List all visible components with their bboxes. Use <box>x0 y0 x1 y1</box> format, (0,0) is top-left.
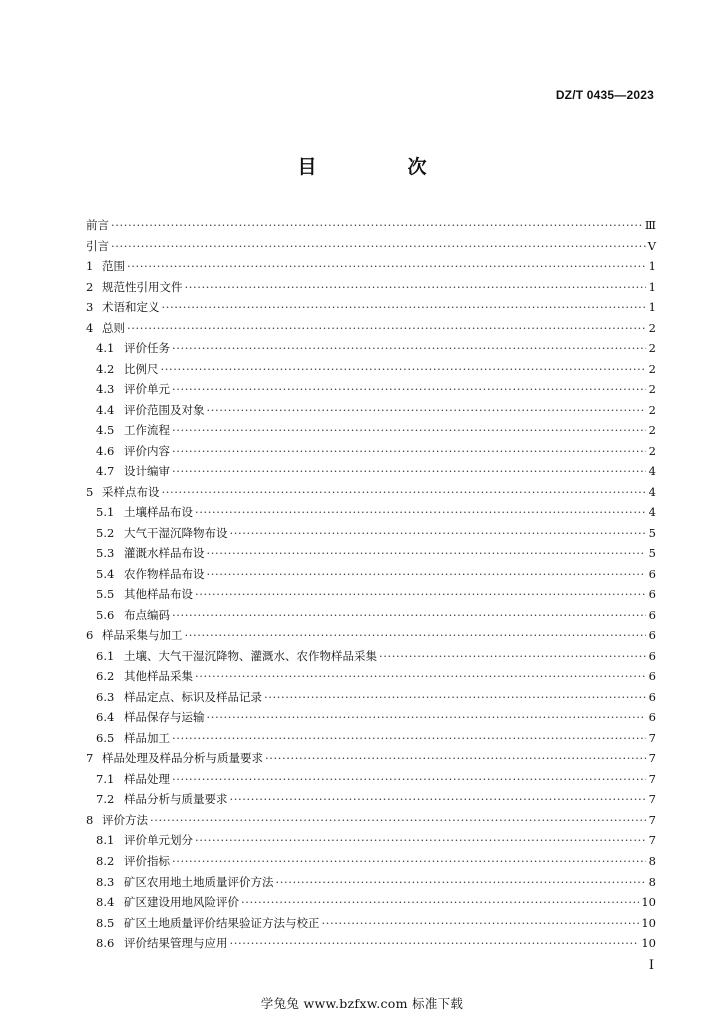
toc-entry-page: 6 <box>648 710 656 725</box>
toc-entry-page: 6 <box>648 689 656 704</box>
toc-entry-number: 4.7 <box>96 464 115 479</box>
document-code: DZ/T 0435—2023 <box>555 88 654 102</box>
toc-leader-dots <box>150 810 646 831</box>
toc-leader-dots <box>185 277 647 298</box>
toc-entry-page: Ⅴ <box>647 238 656 253</box>
toc-entry-number: 8.3 <box>96 874 115 889</box>
toc-entry-number: 7 <box>86 751 94 766</box>
toc-entry-label: 布点编码 <box>124 607 170 622</box>
toc-entry-number: 6.3 <box>96 689 115 704</box>
toc-leader-dots <box>172 461 646 482</box>
toc-entry[interactable] <box>86 236 656 257</box>
toc-entry-page: 4 <box>648 464 656 479</box>
toc-entry[interactable] <box>86 379 656 400</box>
toc-entry-label: 评价单元 <box>124 382 170 397</box>
toc-entry[interactable] <box>86 810 656 831</box>
toc-entry-number: 4.1 <box>96 341 115 356</box>
toc-entry[interactable] <box>86 687 656 708</box>
toc-entry[interactable] <box>86 666 656 687</box>
toc-entry-page: 6 <box>648 669 656 684</box>
toc-entry-label: 评价任务 <box>124 341 170 356</box>
toc-leader-dots <box>230 523 647 544</box>
toc-leader-dots <box>172 728 646 749</box>
toc-entry-number: 6.4 <box>96 710 115 725</box>
toc-leader-dots <box>172 379 646 400</box>
toc-entry-number: 6 <box>86 628 94 643</box>
toc-leader-dots <box>230 933 640 954</box>
toc-entry[interactable] <box>86 277 656 298</box>
toc-entry[interactable] <box>86 543 656 564</box>
toc-entry-label: 土壤样品布设 <box>124 505 193 520</box>
toc-entry[interactable] <box>86 707 656 728</box>
toc-entry-page: 7 <box>648 771 656 786</box>
toc-entry-page: 1 <box>648 279 656 294</box>
table-of-contents <box>86 215 656 954</box>
toc-entry[interactable] <box>86 297 656 318</box>
toc-leader-dots <box>172 851 646 872</box>
toc-entry-label: 评价结果管理与应用 <box>124 936 228 951</box>
toc-entry-label: 样品加工 <box>124 730 170 745</box>
toc-entry-number: 7.1 <box>96 771 115 786</box>
toc-leader-dots <box>185 625 647 646</box>
toc-entry-number: 5.2 <box>96 525 115 540</box>
toc-entry-number: 8.1 <box>96 833 115 848</box>
toc-leader-dots <box>162 482 647 503</box>
toc-entry-page: 7 <box>648 792 656 807</box>
toc-entry-page: 2 <box>648 341 656 356</box>
toc-entry[interactable] <box>86 461 656 482</box>
toc-entry[interactable] <box>86 625 656 646</box>
toc-entry-number: 5.6 <box>96 607 115 622</box>
toc-entry-label: 设计编审 <box>124 464 170 479</box>
toc-leader-dots <box>161 359 647 380</box>
toc-entry-label: 采样点布设 <box>102 484 160 499</box>
toc-entry-page: 2 <box>648 320 656 335</box>
toc-entry-page: 2 <box>648 361 656 376</box>
toc-leader-dots <box>241 892 639 913</box>
toc-entry-number: 4.6 <box>96 443 115 458</box>
toc-leader-dots <box>195 502 646 523</box>
toc-leader-dots <box>172 338 646 359</box>
toc-leader-dots <box>195 666 646 687</box>
toc-entry-page: 7 <box>648 812 656 827</box>
toc-entry[interactable] <box>86 256 656 277</box>
toc-entry[interactable] <box>86 359 656 380</box>
toc-leader-dots <box>195 584 646 605</box>
toc-entry-label: 比例尺 <box>124 361 159 376</box>
toc-entry[interactable] <box>86 748 656 769</box>
toc-leader-dots <box>172 420 646 441</box>
toc-entry[interactable] <box>86 728 656 749</box>
toc-entry-page: 5 <box>648 525 656 540</box>
toc-entry-label: 其他样品采集 <box>124 669 193 684</box>
toc-entry-page: 4 <box>648 484 656 499</box>
toc-entry[interactable] <box>86 872 656 893</box>
toc-entry-label: 土壤、大气干湿沉降物、灌溉水、农作物样品采集 <box>124 648 377 663</box>
toc-entry-number: 8.6 <box>96 936 115 951</box>
toc-entry-page: 4 <box>648 505 656 520</box>
toc-entry-page: Ⅲ <box>644 218 656 232</box>
toc-entry[interactable] <box>86 789 656 810</box>
toc-entry-page: 10 <box>641 936 656 951</box>
toc-leader-dots <box>195 830 646 851</box>
toc-entry-number: 5.4 <box>96 566 115 581</box>
toc-leader-dots <box>265 748 646 769</box>
toc-entry-label: 评价指标 <box>124 853 170 868</box>
toc-entry-number: 5.5 <box>96 587 115 602</box>
toc-leader-dots <box>207 400 647 421</box>
toc-entry-number: 6.1 <box>96 648 115 663</box>
toc-entry-label: 规范性引用文件 <box>102 279 183 294</box>
toc-leader-dots <box>207 707 647 728</box>
toc-leader-dots <box>162 297 647 318</box>
toc-entry-page: 7 <box>648 751 656 766</box>
toc-leader-dots <box>276 872 647 893</box>
toc-entry-label: 样品定点、标识及样品记录 <box>124 689 262 704</box>
toc-entry-label: 工作流程 <box>124 423 170 438</box>
toc-entry-number: 8.5 <box>96 915 115 930</box>
toc-entry[interactable] <box>86 933 656 954</box>
toc-entry-number: 6.2 <box>96 669 115 684</box>
toc-entry-label: 评价范围及对象 <box>124 402 205 417</box>
toc-entry-page: 6 <box>648 607 656 622</box>
toc-entry-label: 其他样品布设 <box>124 587 193 602</box>
toc-entry[interactable] <box>86 564 656 585</box>
toc-entry[interactable] <box>86 892 656 913</box>
toc-entry-label: 范围 <box>102 259 125 274</box>
toc-entry[interactable] <box>86 584 656 605</box>
toc-entry-label: 评价内容 <box>124 443 170 458</box>
toc-entry[interactable] <box>86 482 656 503</box>
toc-entry-label: 矿区建设用地风险评价 <box>124 895 239 910</box>
toc-entry-page: 8 <box>648 874 656 889</box>
toc-leader-dots <box>111 236 646 257</box>
toc-entry[interactable] <box>86 400 656 421</box>
toc-leader-dots <box>207 543 647 564</box>
toc-entry-label: 矿区土地质量评价结果验证方法与校正 <box>124 915 320 930</box>
toc-leader-dots <box>127 256 646 277</box>
toc-leader-dots <box>379 646 646 667</box>
toc-entry-number: 5 <box>86 484 94 499</box>
toc-entry-page: 6 <box>648 587 656 602</box>
toc-entry[interactable] <box>86 318 656 339</box>
toc-entry[interactable] <box>86 338 656 359</box>
page-title: 目 次 <box>297 156 463 178</box>
toc-entry-number: 4.5 <box>96 423 115 438</box>
toc-entry-number: 5.3 <box>96 546 115 561</box>
toc-entry[interactable] <box>86 769 656 790</box>
toc-entry[interactable] <box>86 420 656 441</box>
toc-entry-number: 3 <box>86 300 94 315</box>
toc-entry-number: 4.4 <box>96 402 115 417</box>
toc-entry-page: 6 <box>648 648 656 663</box>
toc-entry-number: 5.1 <box>96 505 115 520</box>
toc-entry[interactable] <box>86 215 656 236</box>
toc-entry-page: 1 <box>648 300 656 315</box>
toc-leader-dots <box>264 687 646 708</box>
toc-entry-number: 8.4 <box>96 895 115 910</box>
toc-entry-label: 评价单元划分 <box>124 833 193 848</box>
toc-entry-label: 样品采集与加工 <box>102 628 183 643</box>
footer-watermark-text: 学兔兔 www.bzfxw.com 标准下载 <box>260 996 464 1011</box>
toc-entry-page: 6 <box>648 628 656 643</box>
toc-entry-label: 总则 <box>102 320 125 335</box>
toc-entry-label: 评价方法 <box>102 812 148 827</box>
toc-entry-label: 样品处理 <box>124 771 170 786</box>
toc-entry-number: 8.2 <box>96 853 115 868</box>
toc-entry-label: 引言 <box>86 238 109 253</box>
toc-entry-number: 8 <box>86 812 94 827</box>
toc-entry-label: 样品保存与运输 <box>124 710 205 725</box>
toc-entry[interactable] <box>86 502 656 523</box>
toc-entry-label: 样品分析与质量要求 <box>124 792 228 807</box>
toc-leader-dots <box>322 913 640 934</box>
toc-entry[interactable] <box>86 646 656 667</box>
toc-entry-number: 4.3 <box>96 382 115 397</box>
toc-entry-page: 2 <box>648 423 656 438</box>
toc-entry-label: 大气干湿沉降物布设 <box>124 525 228 540</box>
toc-entry-label: 样品处理及样品分析与质量要求 <box>102 751 263 766</box>
toc-leader-dots <box>111 215 643 236</box>
toc-entry-number: 4.2 <box>96 361 115 376</box>
toc-entry[interactable] <box>86 851 656 872</box>
toc-leader-dots <box>172 441 646 462</box>
toc-entry-number: 4 <box>86 320 94 335</box>
toc-entry[interactable] <box>86 605 656 626</box>
toc-entry-label: 农作物样品布设 <box>124 566 205 581</box>
toc-entry-page: 10 <box>641 915 656 930</box>
toc-leader-dots <box>172 605 646 626</box>
toc-entry-label: 矿区农用地土地质量评价方法 <box>124 874 274 889</box>
toc-entry-label: 术语和定义 <box>102 300 160 315</box>
toc-entry-page: 1 <box>648 259 656 274</box>
toc-entry[interactable] <box>86 913 656 934</box>
toc-entry-number: 6.5 <box>96 730 115 745</box>
page-number: Ⅰ <box>648 958 654 973</box>
toc-leader-dots <box>207 564 647 585</box>
toc-entry-number: 2 <box>86 279 94 294</box>
toc-entry-page: 2 <box>648 402 656 417</box>
toc-entry-page: 7 <box>648 833 656 848</box>
toc-leader-dots <box>127 318 646 339</box>
toc-entry-number: 7.2 <box>96 792 115 807</box>
toc-entry-page: 6 <box>648 566 656 581</box>
toc-entry-page: 2 <box>648 443 656 458</box>
toc-entry[interactable] <box>86 830 656 851</box>
toc-entry-label: 灌溉水样品布设 <box>124 546 205 561</box>
toc-entry-page: 5 <box>648 546 656 561</box>
toc-entry-page: 7 <box>648 730 656 745</box>
toc-entry-label: 前言 <box>86 218 109 232</box>
toc-entry-number: 1 <box>86 259 94 274</box>
toc-entry-page: 8 <box>648 853 656 868</box>
toc-entry-page: 10 <box>641 895 656 910</box>
toc-entry-page: 2 <box>648 382 656 397</box>
toc-leader-dots <box>172 769 646 790</box>
toc-leader-dots <box>230 789 647 810</box>
toc-entry[interactable] <box>86 441 656 462</box>
toc-entry[interactable] <box>86 523 656 544</box>
